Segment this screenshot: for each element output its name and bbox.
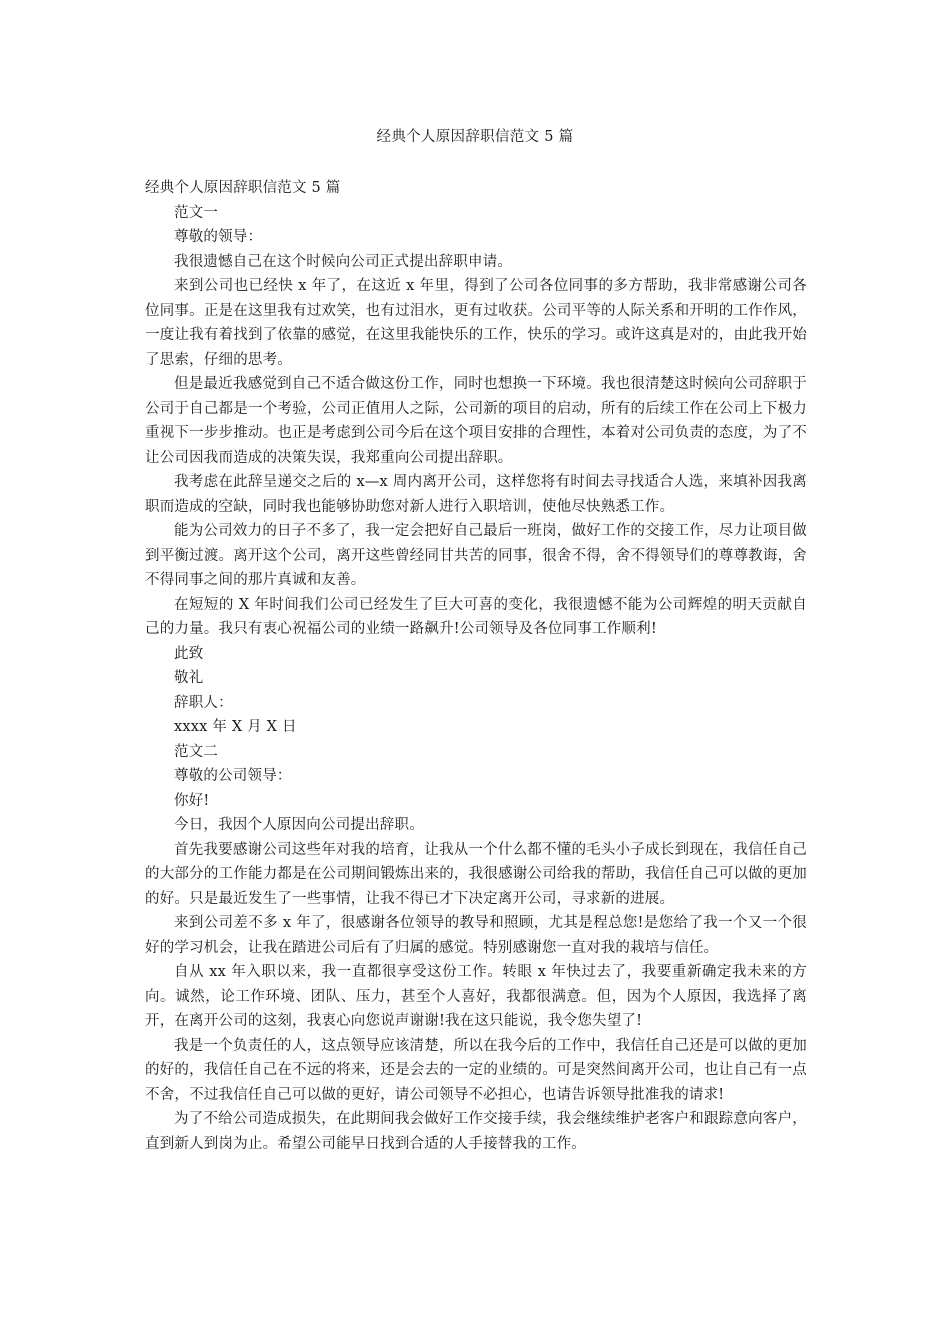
section-title-2: 范文二 bbox=[174, 743, 219, 760]
paragraph: 我很遗憾自己在这个时候向公司正式提出辞职申请。 bbox=[174, 253, 513, 270]
section-title-1: 范文一 bbox=[174, 204, 219, 221]
closing-line: 此致 bbox=[174, 645, 204, 662]
paragraph: 为了不给公司造成损失，在此期间我会做好工作交接手续，我会继续维护老客户和跟踪意向客户，直到新人到岗为止。希望公司能早日找到合适的人手接替我的工作。 bbox=[145, 1111, 807, 1152]
paragraph: 自从 xx 年入职以来，我一直都很享受这份工作。转眼 x 年快过去了，我要重新确定我未来的方向。诚然，论工作环境、团队、压力，甚至个人喜好，我都很满意。但，因为个人原因，我选择了离开，在离开公司的这刻，我衷心向您说声谢谢!我在这只能说，我令您失望了! bbox=[145, 964, 807, 1029]
paragraph: 在短短的 X 年时间我们公司已经发生了巨大可喜的变化，我很遗憾不能为公司辉煌的明天贡献自己的力量。我只有衷心祝福公司的业绩一路飙升!公司领导及各位同事工作顺利! bbox=[145, 596, 807, 637]
salutation: 尊敬的公司领导： bbox=[174, 768, 292, 784]
document-body bbox=[145, 176, 807, 1156]
greeting: 你好! bbox=[174, 792, 210, 809]
document-heading: 经典个人原因辞职信范文 5 篇 bbox=[145, 180, 341, 196]
closing-line: 敬礼 bbox=[174, 670, 204, 686]
salutation: 尊敬的领导： bbox=[174, 229, 263, 245]
paragraph: 我考虑在此辞呈递交之后的 x—x 周内离开公司，这样您将有时间去寻找适合人选，来填补因我离职而造成的空缺，同时我也能够协助您对新人进行入职培训，使他尽快熟悉工作。 bbox=[145, 474, 807, 515]
paragraph: 能为公司效力的日子不多了，我一定会把好自己最后一班岗，做好工作的交接工作，尽力让项目做到平衡过渡。离开这个公司，离开这些曾经同甘共苦的同事，很舍不得，舍不得领导们的尊尊教诲，舍不得同事之间的那片真诚和友善。 bbox=[145, 523, 807, 588]
signature-label: 辞职人： bbox=[174, 694, 233, 711]
paragraph: 来到公司差不多 x 年了，很感谢各位领导的教导和照顾，尤其是程总您!是您给了我一个又一个很好的学习机会，让我在踏进公司后有了归属的感觉。特别感谢您一直对我的栽培与信任。 bbox=[145, 915, 807, 956]
document-title: 经典个人原因辞职信范文 5 篇 bbox=[376, 129, 574, 145]
paragraph: 今日，我因个人原因向公司提出辞职。 bbox=[174, 817, 424, 833]
paragraph: 但是最近我感觉到自己不适合做这份工作，同时也想换一下环境。我也很清楚这时候向公司辞职于公司于自己都是一个考验，公司正值用人之际，公司新的项目的启动，所有的后续工作在公司上下极力重视下一步步推动。也正是考虑到公司今后在这个项目安排的合理性，本着对公司负责的态度，为了不让公司因我而造成的决策失误，我郑重向公司提出辞职。 bbox=[145, 376, 807, 466]
paragraph: 来到公司也已经快 x 年了，在这近 x 年里，得到了公司各位同事的多方帮助，我非常感谢公司各位同事。正是在这里我有过欢笑，也有过泪水，更有过收获。公司平等的人际关系和开明的工作作风，一度让我有着找到了依靠的感觉，在这里我能快乐的工作，快乐的学习。或许这真是对的，由此我开始了思索，仔细的思考。 bbox=[145, 278, 807, 368]
paragraph: 首先我要感谢公司这些年对我的培育，让我从一个什么都不懂的毛头小子成长到现在，我信任自己的大部分的工作能力都是在公司期间锻炼出来的，我很感谢公司给我的帮助，我信任自己可以做的更加的好。只是最近发生了一些事情，让我不得已才下决定离开公司，寻求新的进展。 bbox=[145, 841, 807, 907]
paragraph: 我是一个负责任的人，这点领导应该清楚，所以在我今后的工作中，我信任自己还是可以做的更加的好的，我信任自己在不远的将来，还是会去的一定的业绩的。可是突然间离开公司，也让自己有一点不舍，不过我信任自己可以做的更好，请公司领导不必担心，也请告诉领导批准我的请求! bbox=[145, 1037, 807, 1103]
date-line: xxxx 年 X 月 X 日 bbox=[174, 719, 297, 735]
